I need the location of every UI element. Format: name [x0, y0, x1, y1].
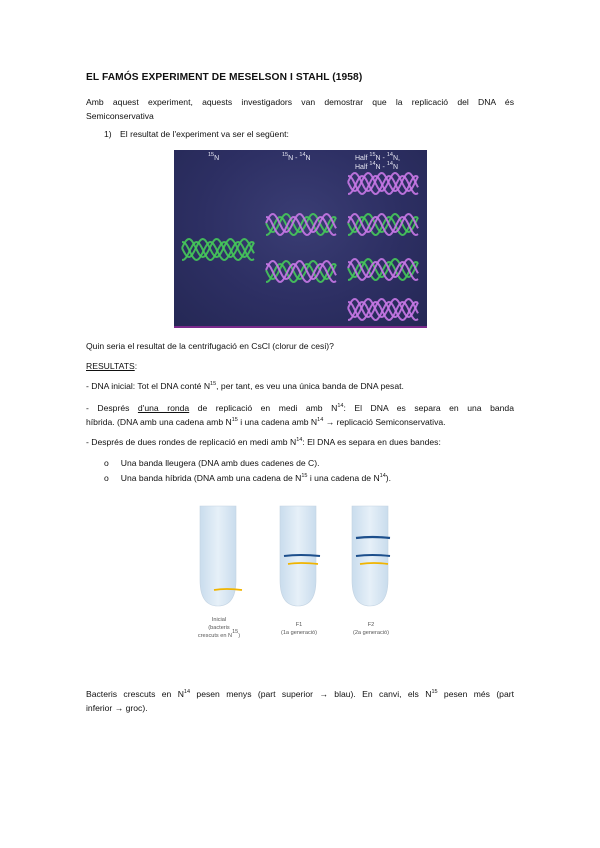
band-f1-blue [284, 555, 320, 556]
intro-paragraph [86, 96, 514, 123]
document-title: EL FAMÓS EXPERIMENT DE MESELSON I STAHL (1958) [86, 72, 363, 83]
intro-line-2: Semiconservativa [86, 110, 154, 121]
caption-initial: Inicial (bacteris crescuts en $N^{15}$) [197, 617, 241, 639]
tube-initial [200, 506, 236, 606]
tubes-svg [190, 500, 410, 620]
dna-label-half [355, 154, 400, 172]
result-first-round [86, 402, 514, 429]
band-f2-hybrid [360, 563, 388, 564]
dna-label-hybrid: $^{15}$N - $^{14}$N [282, 152, 311, 162]
final-paragraph [86, 688, 514, 715]
centrifuge-tubes-figure [190, 500, 410, 650]
item-1-text: El resultat de l'experiment va ser el següent: [120, 129, 289, 139]
dna-label-15n: $^{15}$N [208, 152, 220, 162]
band-f2-blue-mid [356, 555, 390, 556]
helix-gen0 [182, 239, 254, 260]
caption-f2: F2 (2a generació) [352, 622, 390, 636]
results-heading: RESULTATS: [86, 361, 138, 371]
helix-gen1-b [266, 261, 336, 282]
dna-label-half-line2: Half $^{14}$N - $^{14}$N [355, 161, 398, 171]
helix-gen1-a [266, 214, 336, 235]
helix-gen2-c [348, 259, 418, 280]
helix-gen2-b [348, 214, 418, 235]
band-initial-heavy [214, 589, 242, 590]
result-first-round-line2: híbrida. (DNA amb una cadena amb $N^{15}$ i una cadena amb $N^{14}$ → replicació Semiconservativa. [86, 416, 446, 427]
item-1 [104, 128, 289, 142]
result-initial: - DNA inicial: Tot el DNA conté $N^{15}$, per tant, es veu una única banda de DNA pesat. [86, 381, 404, 391]
band-f2-light [356, 537, 390, 538]
item-1-number: 1) [104, 129, 112, 139]
result-second-round: - Després de dues rondes de replicació en medi amb $N^{14}$: El DNA es separa en dues bandes: [86, 437, 441, 447]
band-f1-hybrid [288, 563, 318, 564]
sub-bullet-light-band: o Una banda lleugera (DNA amb dues cadenes de C). [104, 458, 320, 468]
intro-line-1: Amb aquest experiment, aquests investigadors van demostrar que la replicació del DNA és [86, 97, 514, 107]
sub-bullet-hybrid-band: o Una banda híbrida (DNA amb una cadena de $N^{15}$ i una cadena de $N^{14}$). [104, 473, 392, 483]
dna-helices-svg [174, 150, 427, 326]
helix-gen2-d [348, 299, 418, 320]
helix-gen2-a [348, 173, 418, 194]
centrifugation-question: Quin seria el resultat de la centrifugació en CsCl (clorur de cesi)? [86, 341, 334, 351]
dna-label-half-line1: Half $^{15}$N - $^{14}$N, [355, 152, 400, 162]
result-first-round-line1: - Després d'una ronda de replicació en medi amb $N^{14}$: El DNA es separa en una banda [86, 403, 514, 413]
final-line-2: inferior → groc). [86, 702, 148, 713]
caption-f1: F1 (1a generació) [280, 622, 318, 636]
dna-replication-figure [174, 150, 427, 328]
final-line-1: Bacteris crescuts en $N^{14}$ pesen menys (part superior → blau). En canvi, els $N^{15}$ pesen més (part [86, 689, 514, 699]
